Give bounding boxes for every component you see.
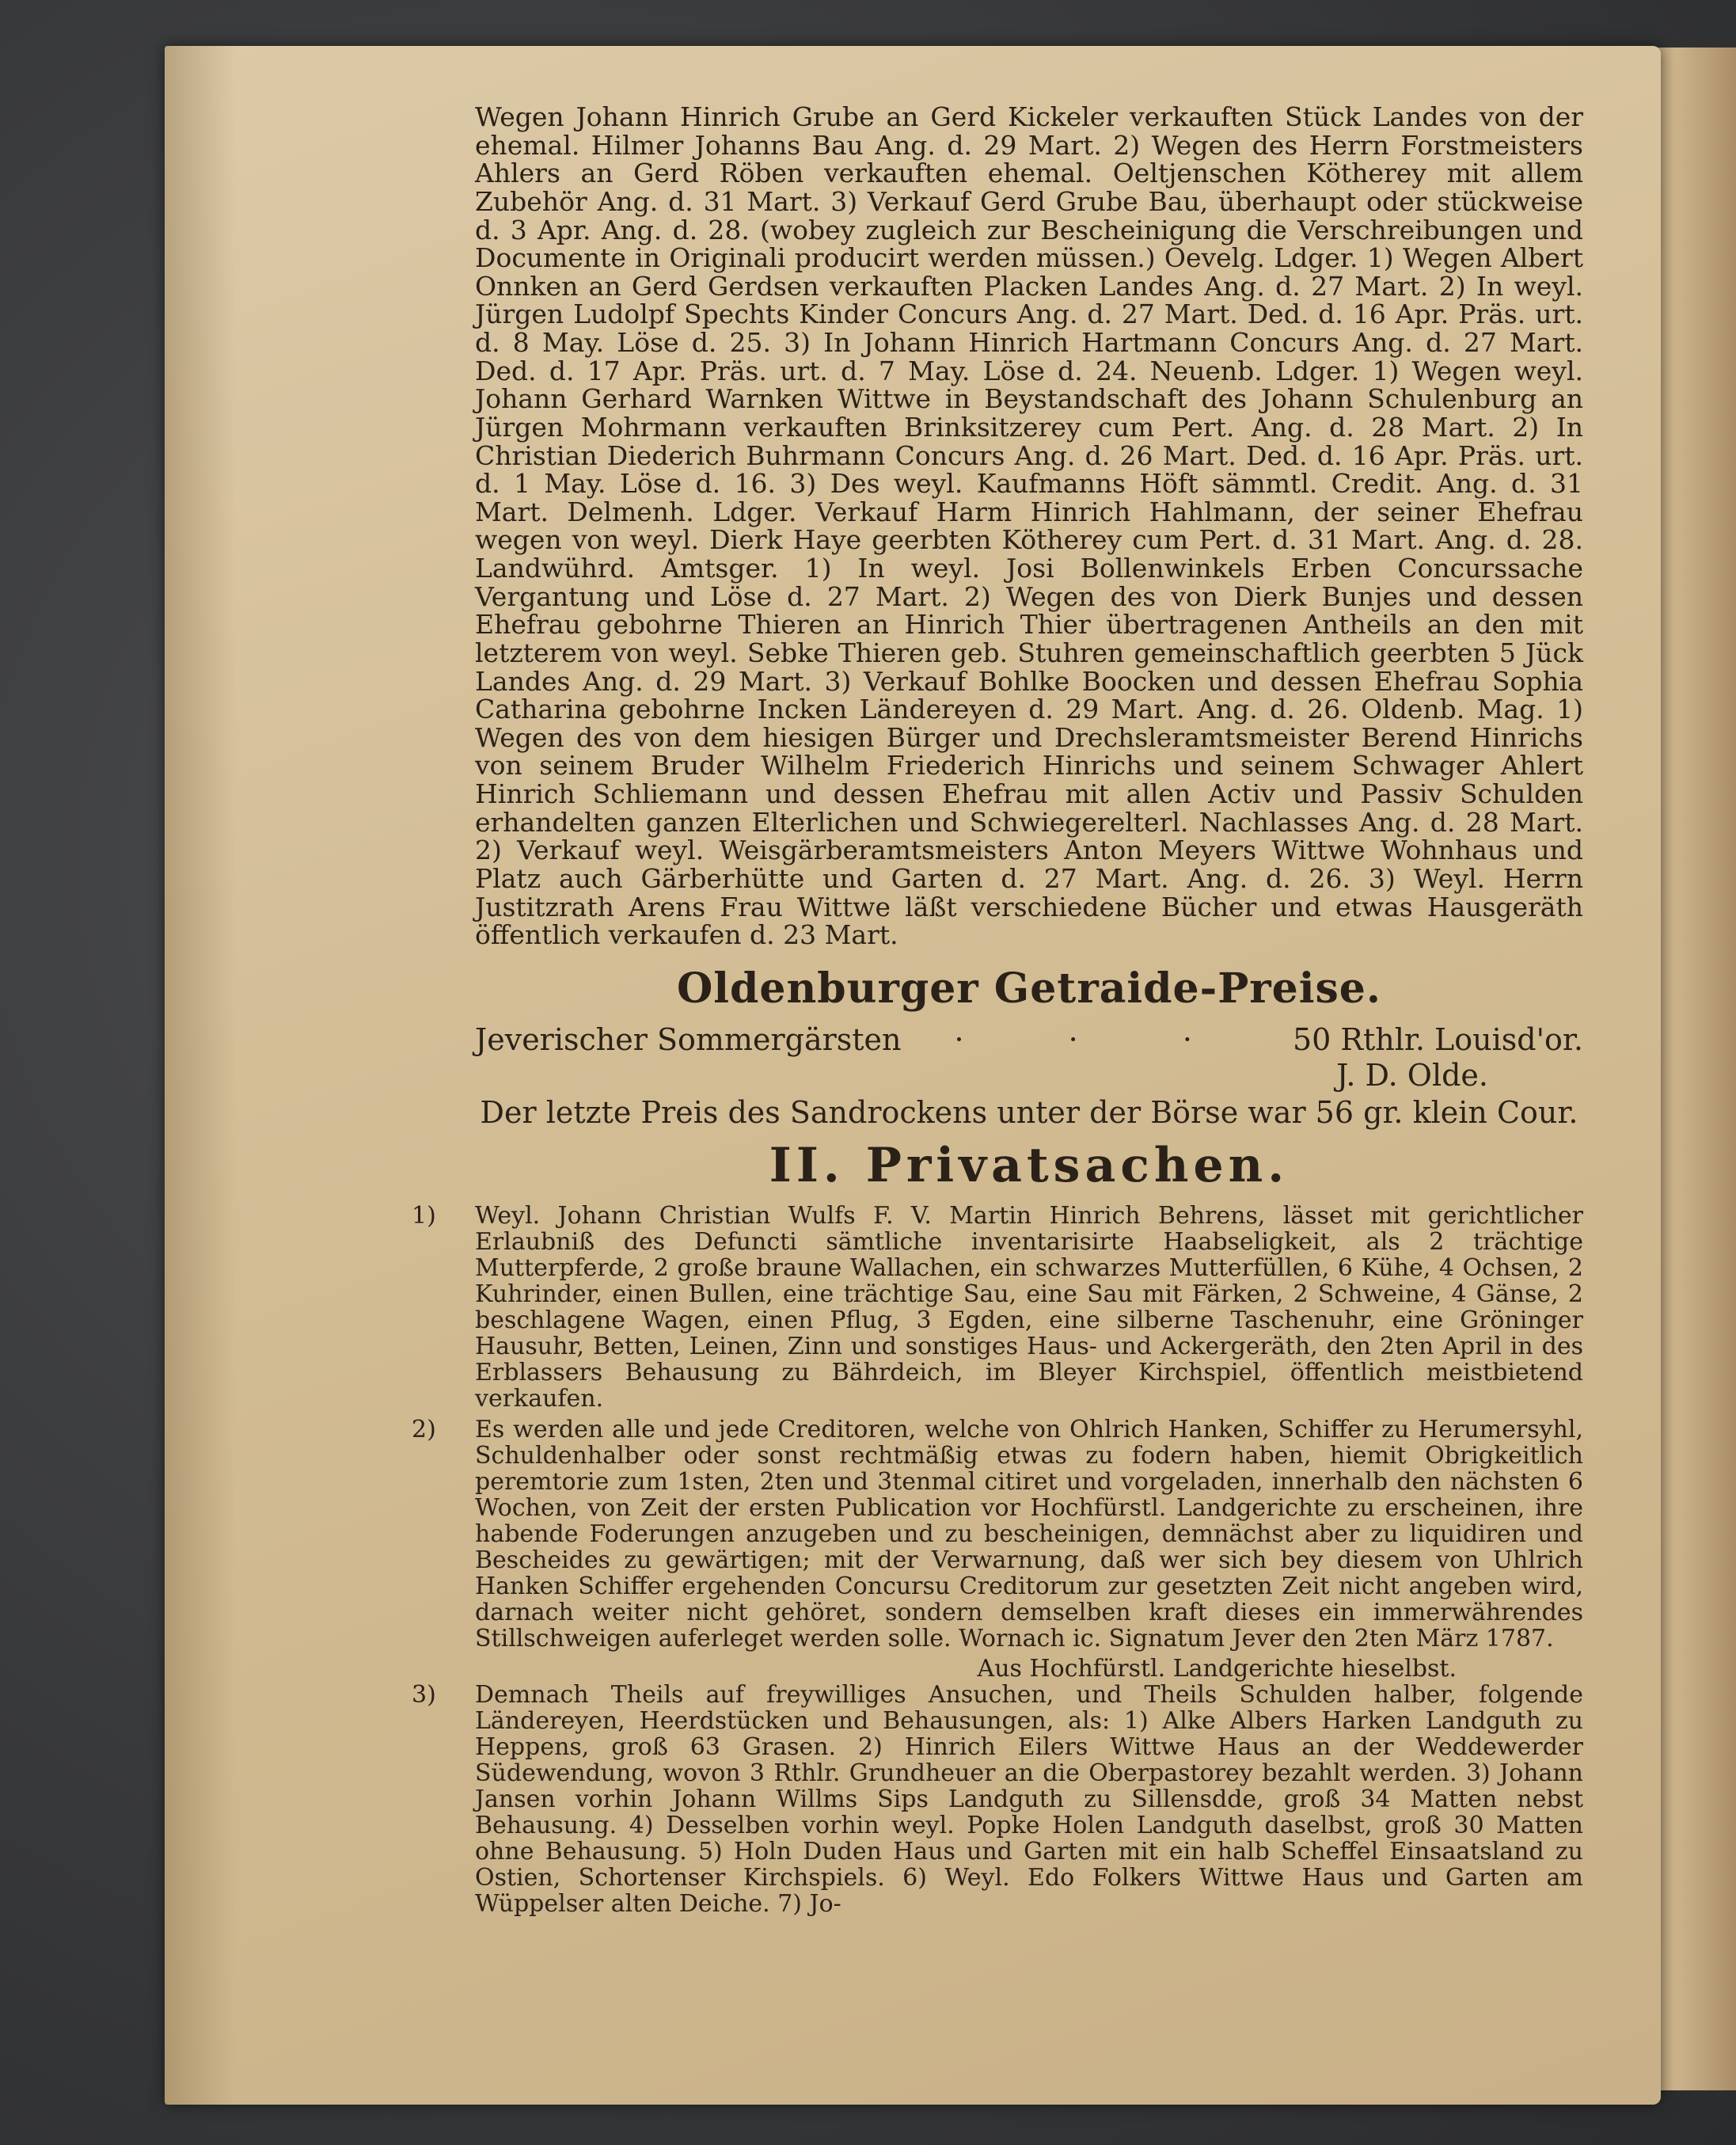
grain-price-note: Der letzte Preis des Sandrockens unter der Börse war 56 gr. klein Cour.	[480, 1094, 1578, 1130]
item-text: Es werden alle und jede Creditoren, welche von Ohlrich Hanken, Schiffer zu Herumersyhl, Schuldenhalber oder sonst rechtmäßig etwas zu fodern haben, hiemit Obrigkeitlich peremtorie zum 1sten, 2ten und 3tenmal citiret und vorgeladen, innerhalb den nächsten 6 Wochen, von Zeit der ersten Publication vor Hochfürstl. Landgerichte zu erscheinen, ihre habende Foderungen anzugeben und zu bescheinigen, demnächst aber zu liquidiren und Bescheides zu gewärtigen; mit der Verwarnung, daß wer sich bey diesem von Uhlrich Hanken Schiffer ergehenden Concursu Creditorum zur gesetzten Zeit nicht angeben wird, darnach weiter nicht gehöret, sondern demselben kraft dieses ein immerwährendes Stillschweigen auferleget werden solle. Wornach ic. Signatum Jever den 2ten März 1787.	[475, 1415, 1583, 1652]
grain-price-row	[475, 1021, 1583, 1057]
item-number: 2)	[412, 1415, 436, 1443]
announcements-paragraph: Wegen Johann Hinrich Grube an Gerd Kickeler verkauften Stück Landes von der ehemal. Hilmer Johanns Bau Ang. d. 29 Mart. 2) Wegen des Herrn Forstmeisters Ahlers an Gerd Röben verkauften ehemal. Oeltjenschen Kötherey mit allem Zubehör Ang. d. 31 Mart. 3) Verkauf Gerd Grube Bau, überhaupt oder stückweise d. 3 Apr. Ang. d. 28. (wobey zugleich zur Bescheinigung die Verschreibungen und Documente in Originali producirt werden müssen.) Oevelg. Ldger. 1) Wegen Albert Onnken an Gerd Gerdsen verkauften Placken Landes Ang. d. 27 Mart. 2) In weyl. Jürgen Ludolpf Spechts Kinder Concurs Ang. d. 27 Mart. Ded. d. 16 Apr. Präs. urt. d. 8 May. Löse d. 25. 3) In Johann Hinrich Hartmann Concurs Ang. d. 27 Mart. Ded. d. 17 Apr. Präs. urt. d. 7 May. Löse d. 24. Neuenb. Ldger. 1) Wegen weyl. Johann Gerhard Warnken Wittwe in Beystandschaft des Johann Schulenburg an Jürgen Mohrmann verkauften Brinksitzerey cum Pert. Ang. d. 28 Mart. 2) In Christian Diederich Buhrmann Concurs Ang. d. 26 Mart. Ded. d. 16 Apr. Präs. urt. d. 1 May. Löse d. 16. 3) Des weyl. Kaufmanns Höft sämmtl. Credit. Ang. d. 31 Mart. Delmenh. Ldger. Verkauf Harm Hinrich Hahlmann, der seiner Ehefrau wegen von weyl. Dierk Haye geerbten Kötherey cum Pert. d. 31 Mart. Ang. d. 28. Landwührd. Amtsger. 1) In weyl. Josi Bollenwinkels Erben Concurssache Vergantung und Löse d. 27 Mart. 2) Wegen des von Dierk Bunjes und dessen Ehefrau gebohrne Thieren an Hinrich Thier übertragenen Antheils an den mit letzterem von weyl. Sebke Thieren geb. Stuhren gemeinschaftlich geerbten 5 Jück Landes Ang. d. 29 Mart. 3) Verkauf Bohlke Boocken und dessen Ehefrau Sophia Catharina gebohrne Incken Ländereyen d. 29 Mart. Ang. d. 26. Oldenb. Mag. 1) Wegen des von dem hiesigen Bürger und Drechsleramtsmeister Berend Hinrichs von seinem Bruder Wilhelm Friederich Hinrichs und seinem Schwager Ahlert Hinrich Schliemann und dessen Ehefrau mit allen Activ und Passiv Schulden erhandelten ganzen Elterlichen und Schwiegerelterl. Nachlasses Ang. d. 28 Mart. 2) Verkauf weyl. Weisgärberamtsmeisters Anton Meyers Wittwe Wohnhaus und Platz auch Gärberhütte und Garten d. 27 Mart. Ang. d. 26. 3) Weyl. Herrn Justitzrath Arens Frau Wittwe läßt verschiedene Bücher und etwas Hausgeräth öffentlich verkaufen d. 23 Mart.	[475, 101, 1583, 951]
private-section-heading: II. Privatsachen.	[769, 1138, 1290, 1193]
grain-price-signature: J. D. Olde.	[1336, 1057, 1488, 1093]
grain-price-dots: · · ·	[954, 1021, 1240, 1057]
private-item-2	[412, 1415, 1583, 1652]
court-signature: Aus Hochfürstl. Landgerichte hieselbst.	[977, 1654, 1457, 1683]
item-number: 1)	[412, 1201, 436, 1230]
item-text: Weyl. Johann Christian Wulfs F. V. Martin Hinrich Behrens, lässet mit gerichtlicher Erlaubniß des Defuncti sämtliche inventarisirte Haabseligkeit, als 2 trächtige Mutterpferde, 2 große braune Wallachen, ein schwarzes Mutterfüllen, 6 Kühe, 4 Ochsen, 2 Kuhrinder, einen Bullen, eine trächtige Sau, eine Sau mit Färken, 2 Schweine, 4 Gänse, 2 beschlagene Wagen, einen Pflug, 3 Egden, eine silberne Taschenuhr, eine Gröninger Hausuhr, Betten, Leinen, Zinn und sonstiges Haus- und Ackergeräth, den 2ten April in des Erblassers Behausung zu Bährdeich, im Bleyer Kirchspiel, öffentlich meistbietend verkaufen.	[475, 1201, 1583, 1413]
grain-price-label: Jeverischer Sommergärsten	[475, 1021, 902, 1057]
private-item-1	[412, 1201, 1583, 1413]
page-content	[412, 101, 1583, 1922]
grain-prices-heading: Oldenburger Getraide-Preise.	[677, 964, 1381, 1013]
item-text: Demnach Theils auf freywilliges Ansuchen, und Theils Schulden halber, folgende Ländereyen, Heerdstücken und Behausungen, als: 1) Alke Albers Harken Landguth zu Heppens, groß 63 Grasen. 2) Hinrich Eilers Wittwe Haus an der Weddewerder Südewendung, wovon 3 Rthlr. Grundheuer an die Oberpastorey bezahlt werden. 3) Johann Jansen vorhin Johann Willms Sips Landguth zu Sillensdde, groß 34 Matten nebst Behausung. 4) Desselben vorhin weyl. Popke Holen Landguth daselbst, groß 30 Matten ohne Behausung. 5) Holn Duden Haus und Garten mit ein halb Scheffel Einsaatsland zu Ostien, Schortenser Kirchspiels. 6) Weyl. Edo Folkers Wittwe Haus und Garten am Wüppelser alten Deiche. 7) Jo-	[475, 1681, 1583, 1919]
item-number: 3)	[412, 1681, 436, 1710]
grain-price-value: 50 Rthlr. Louisd'or.	[1292, 1021, 1583, 1057]
private-item-3	[412, 1681, 1583, 1919]
